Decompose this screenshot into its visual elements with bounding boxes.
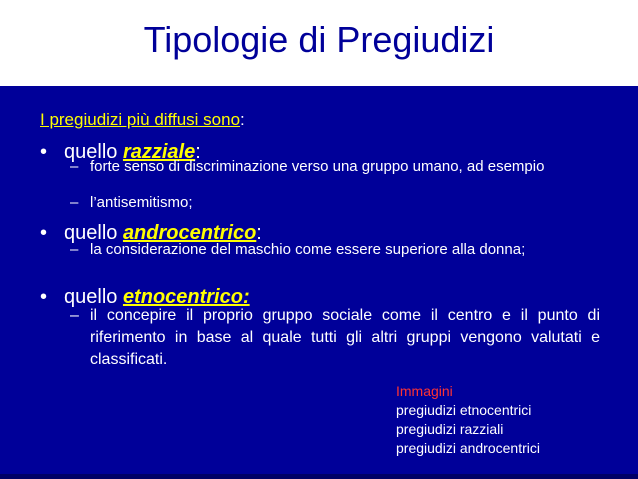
images-title: Immagini <box>396 383 453 399</box>
bullet-lead: quello <box>64 222 123 244</box>
keyword-razziale: razziale <box>122 141 196 163</box>
bottom-strip <box>0 474 638 479</box>
subitem-text: l’antisemitismo; <box>90 194 193 211</box>
subitem-razziale-1 <box>70 158 600 175</box>
subitem-razziale-2 <box>70 194 600 211</box>
dash: – <box>70 158 79 175</box>
bullet-dot: • <box>40 222 48 244</box>
bullet-lead: quello <box>64 141 123 163</box>
keyword-androcentrico: androcentrico <box>122 222 257 244</box>
dash: – <box>70 241 79 258</box>
link-pregiudizi-androcentrici[interactable]: pregiudizi androcentrici <box>396 440 540 456</box>
subitem-etnocentrico-1 <box>70 305 600 371</box>
subitem-androcentrico-1 <box>70 241 600 258</box>
bullet-suffix: : <box>195 141 201 163</box>
intro-colon: : <box>240 110 245 129</box>
title-band <box>0 0 638 86</box>
bullet-dot: • <box>40 286 48 308</box>
images-box <box>396 382 540 458</box>
bullet-suffix: : <box>256 222 262 244</box>
keyword-etnocentrico: etnocentrico: <box>122 286 250 308</box>
slide-title: Tipologie di Pregiudizi <box>143 19 495 60</box>
link-pregiudizi-razziali[interactable]: pregiudizi razziali <box>396 421 504 437</box>
link-pregiudizi-etnocentrici[interactable]: pregiudizi etnocentrici <box>396 402 532 418</box>
bullet-lead: quello <box>64 286 123 308</box>
subitem-text: la considerazione del maschio come essere superiore alla donna; <box>90 241 526 258</box>
subitem-text: il concepire il proprio gruppo sociale come il centro e il punto di riferimento in base al quale tutti gli altri gruppi vengono valutati e classificati. <box>90 307 600 368</box>
subitem-text: forte senso di discriminazione verso una gruppo umano, ad esempio <box>90 158 545 175</box>
intro-line <box>40 109 245 131</box>
dash: – <box>70 307 79 324</box>
dash: – <box>70 194 79 211</box>
intro-link[interactable]: I pregiudizi più diffusi sono <box>40 110 241 129</box>
bullet-dot: • <box>40 141 48 163</box>
